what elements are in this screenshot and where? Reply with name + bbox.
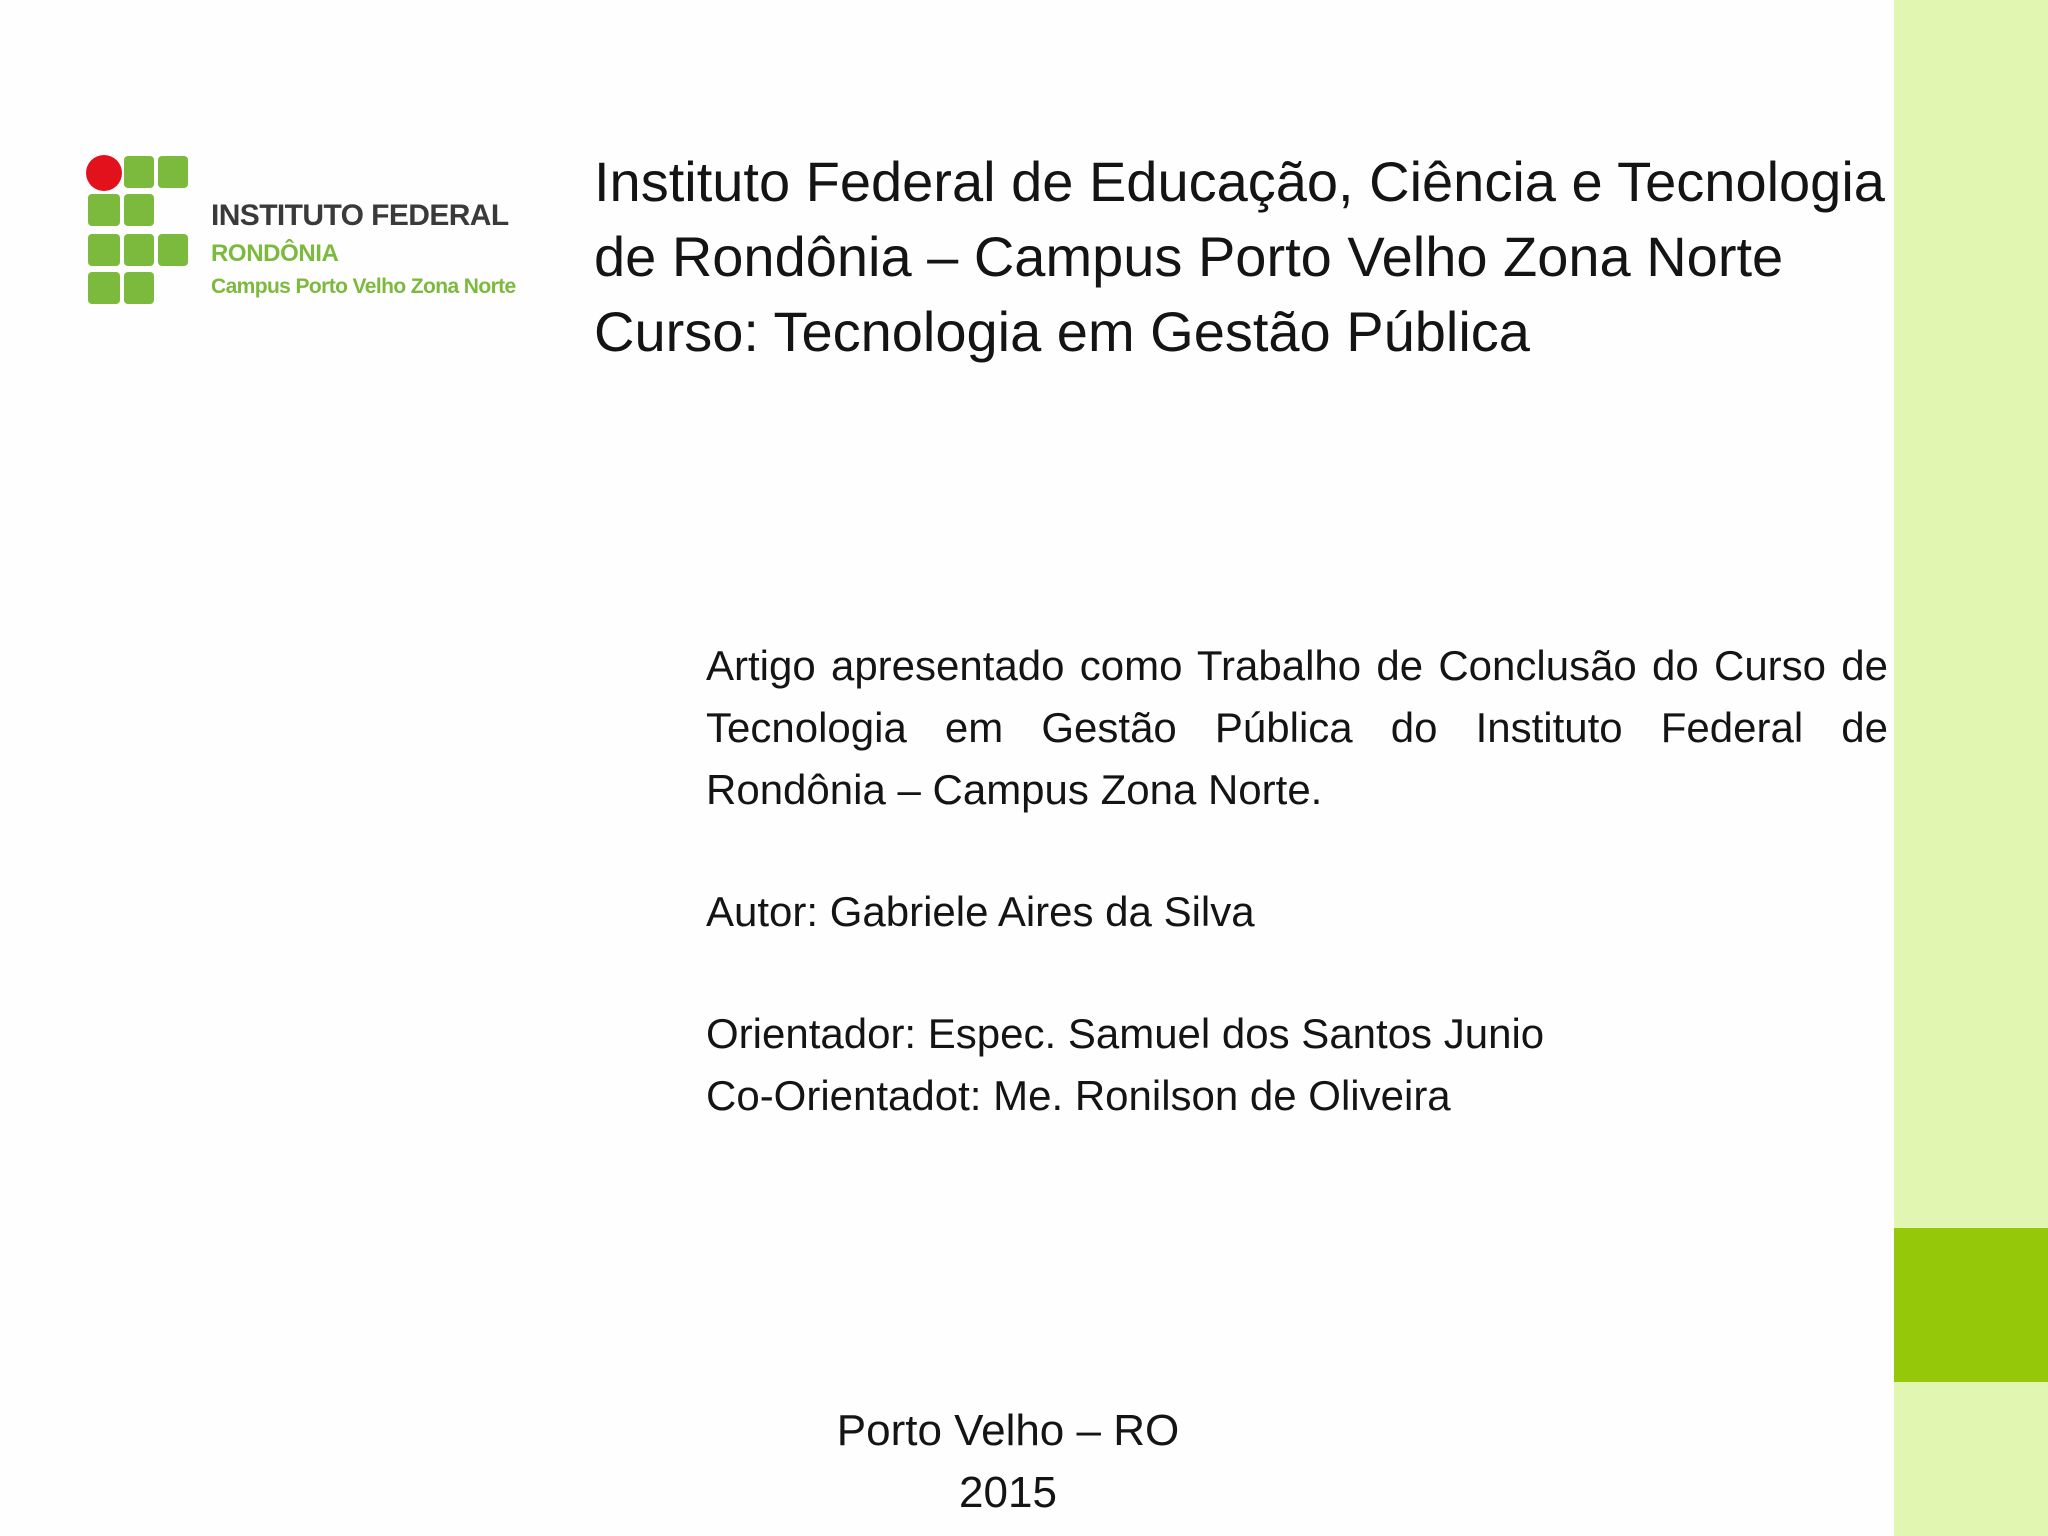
header-line-1: Instituto Federal de Educação, Ciência e Tecnologia bbox=[594, 150, 1885, 213]
author-line: Autor: Gabriele Aires da Silva bbox=[706, 888, 1255, 935]
advisor-line: Orientador: Espec. Samuel dos Santos Junio bbox=[706, 1010, 1545, 1057]
logo-wordmark bbox=[211, 198, 516, 300]
institution-header bbox=[594, 144, 1884, 369]
co-advisor-line: Co-Orientadot: Me. Ronilson de Oliveira bbox=[706, 1072, 1451, 1119]
header-line-3: Curso: Tecnologia em Gestão Pública bbox=[594, 300, 1530, 363]
footer-year: 2015 bbox=[959, 1468, 1057, 1517]
article-description: Artigo apresentado como Trabalho de Conclusão do Curso de Tecnologia em Gestão Pública do Instituto Federal de Rondônia – Campus Zona Norte. bbox=[706, 642, 1888, 813]
institution-logo bbox=[86, 154, 516, 314]
right-bar-accent-block bbox=[1894, 1228, 2048, 1382]
logo-line-state: RONDÔNIA bbox=[211, 240, 339, 267]
footer-place: Porto Velho – RO bbox=[836, 1406, 1180, 1455]
slide-footer bbox=[808, 1400, 1208, 1524]
logo-line-campus: Campus Porto Velho Zona Norte bbox=[211, 275, 516, 298]
if-grid-logo-icon bbox=[86, 154, 196, 314]
presentation-details bbox=[706, 635, 1888, 1127]
logo-line-institute: INSTITUTO FEDERAL bbox=[211, 199, 509, 232]
header-line-2: de Rondônia – Campus Porto Velho Zona Norte bbox=[594, 225, 1784, 288]
